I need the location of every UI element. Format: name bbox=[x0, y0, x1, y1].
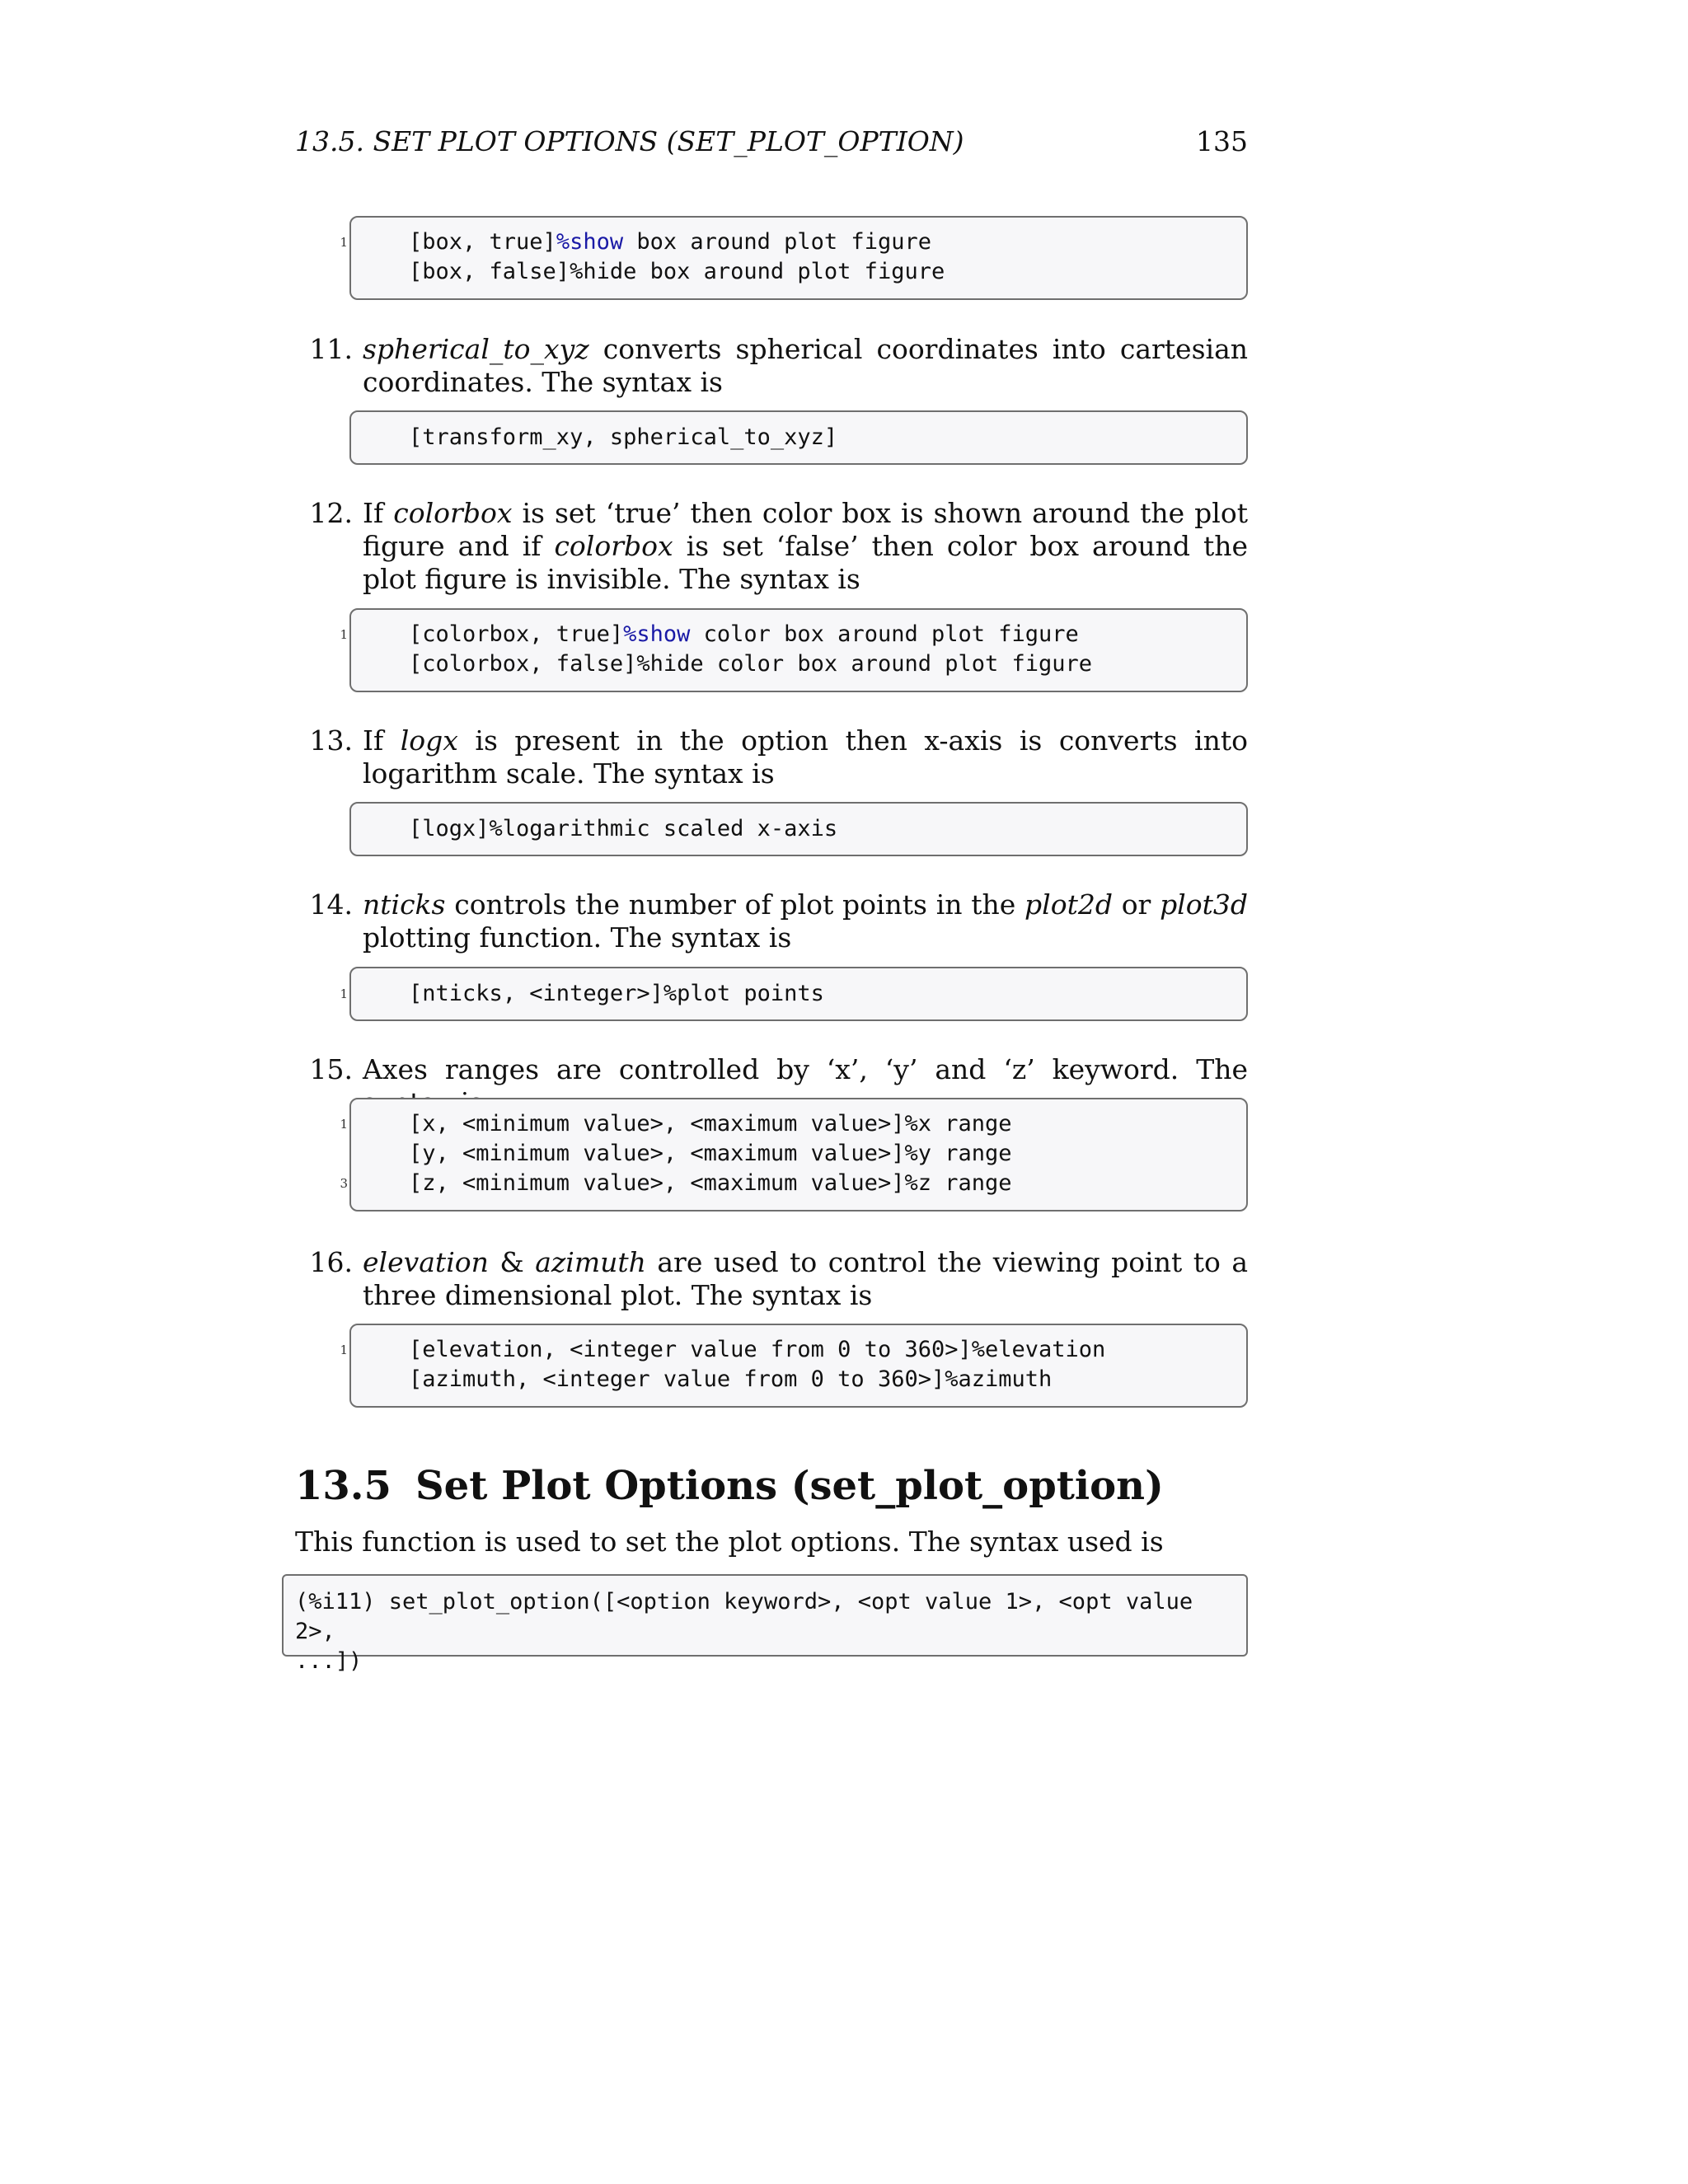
code-keyword: %show bbox=[623, 621, 691, 647]
code-listing-view bbox=[340, 1324, 1248, 1408]
line-number: 1 bbox=[340, 627, 348, 642]
code-line: [z, <minimum value>, <maximum value>]%z range bbox=[409, 1170, 1012, 1196]
running-head bbox=[295, 125, 1248, 166]
section-intro: This function is used to set the plot options. The syntax used is bbox=[295, 1526, 1164, 1558]
code-keyword: %show bbox=[556, 229, 624, 255]
code-listing-spherical bbox=[349, 410, 1248, 465]
term: elevation bbox=[363, 1246, 489, 1278]
term: colorbox bbox=[554, 530, 673, 562]
list-item-number: 12. bbox=[309, 497, 353, 529]
list-item-number: 13. bbox=[309, 724, 353, 757]
list-item-number: 11. bbox=[309, 333, 353, 365]
section-heading bbox=[295, 1461, 1164, 1511]
list-item-11: 11. spherical_to_xyz converts spherical coordinates into cartesian coordinates. The syntax is bbox=[295, 333, 1248, 399]
code-listing-set-plot-option: (%i11) set_plot_option([<option keyword>, <opt value 1>, <opt value 2>, ...]) bbox=[282, 1574, 1248, 1657]
list-item-15: 15. Axes ranges are controlled by ‘x’, ‘y’ and ‘z’ keyword. The bbox=[295, 1053, 1248, 1119]
line-number: 1 bbox=[340, 235, 348, 250]
code-listing-box bbox=[340, 216, 1248, 300]
code-line: [transform_xy, spherical_to_xyz] bbox=[409, 424, 838, 450]
list-item-number: 14. bbox=[309, 888, 353, 921]
term: azimuth bbox=[535, 1246, 646, 1278]
page-number: 135 bbox=[1196, 125, 1248, 157]
list-item-number: 16. bbox=[309, 1246, 353, 1278]
code-line: [azimuth, <integer value from 0 to 360>]%azimuth bbox=[409, 1366, 1053, 1392]
list-item-12: 12. If colorbox is set ‘true’ then color box is shown around the plot figure and if colorbox is set ‘false’ then color box around the plot figure is invisible. The syntax is bbox=[295, 497, 1248, 596]
code-listing-logx bbox=[349, 802, 1248, 856]
section-number: 13.5 bbox=[295, 1463, 392, 1509]
term: colorbox bbox=[393, 497, 513, 529]
code-line: [elevation, <integer value from 0 to 360>]%elevation bbox=[409, 1337, 1106, 1362]
running-head-title: 13.5. SET PLOT OPTIONS (SET_PLOT_OPTION) bbox=[295, 125, 964, 157]
term: spherical_to_xyz bbox=[363, 333, 589, 365]
line-number: 1 bbox=[340, 987, 348, 1001]
section-title: Set Plot Options (set_plot_option) bbox=[415, 1463, 1164, 1509]
line-number: 1 bbox=[340, 1343, 348, 1357]
term: nticks bbox=[363, 888, 446, 921]
term: logx bbox=[400, 724, 458, 757]
code-line: [colorbox, true]%show color box around plot figure bbox=[409, 621, 1079, 647]
code-line: [x, <minimum value>, <maximum value>]%x range bbox=[409, 1111, 1012, 1137]
code-line: [box, false]%hide box around plot figure bbox=[409, 259, 945, 284]
list-item-13: 13. If logx is present in the option then x-axis is converts into logarithm scale. The syntax is bbox=[295, 724, 1248, 790]
code-listing-colorbox bbox=[340, 608, 1248, 692]
code-line: [colorbox, false]%hide color box around plot figure bbox=[409, 651, 1093, 677]
term: plot3d bbox=[1160, 888, 1248, 921]
term: plot2d bbox=[1025, 888, 1113, 921]
list-item-number: 15. bbox=[309, 1053, 353, 1085]
code-line: [box, true]%show box around plot figure bbox=[409, 229, 931, 255]
list-item-14: 14. nticks controls the number of plot points in the plot2d or plot3d plotting function. The syntax is bbox=[295, 888, 1248, 954]
code-line: [nticks, <integer>]%plot points bbox=[409, 981, 824, 1006]
line-number: 3 bbox=[340, 1176, 348, 1191]
list-item-16: 16. elevation & azimuth are used to control the viewing point to a three dimensional plot. The syntax is bbox=[295, 1246, 1248, 1312]
line-number: 1 bbox=[340, 1117, 348, 1132]
code-line: [y, <minimum value>, <maximum value>]%y range bbox=[409, 1141, 1012, 1166]
code-listing-nticks bbox=[340, 967, 1248, 1021]
code-listing-ranges bbox=[340, 1098, 1248, 1212]
code-line: [logx]%logarithmic scaled x-axis bbox=[409, 816, 838, 841]
